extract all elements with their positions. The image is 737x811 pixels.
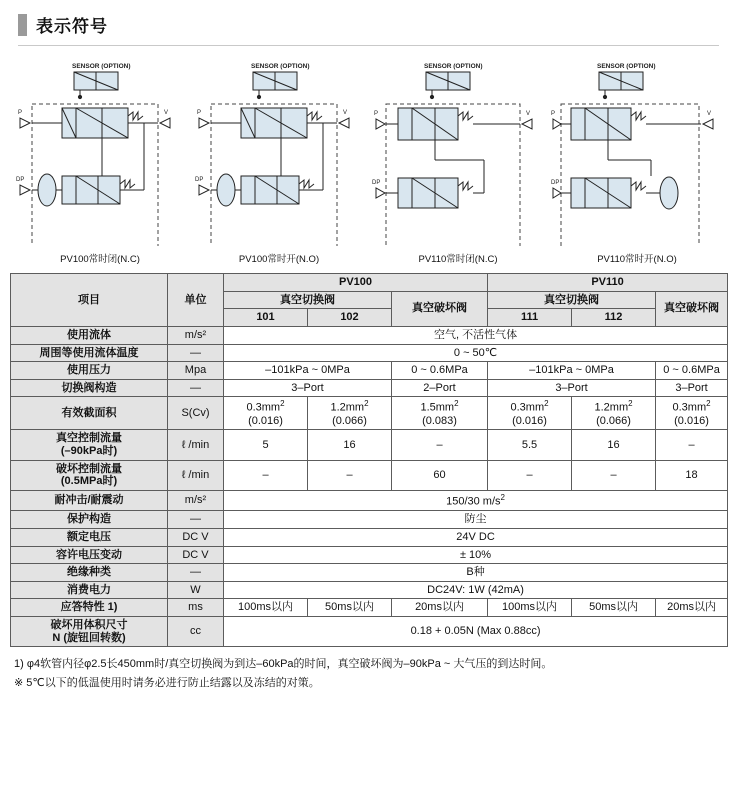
table-row [11, 460, 728, 490]
row-label: 破坏用体积尺寸 N (旋钮回转数) [11, 617, 168, 647]
table-cell: B种 [224, 564, 728, 582]
table-cell: DC24V: 1W (42mA) [224, 581, 728, 599]
row-unit: S(Cv) [168, 397, 224, 430]
table-row [11, 564, 728, 582]
table-cell: 5 [224, 430, 308, 460]
table-cell: $0.3mm^2$ (0.016) [656, 397, 728, 430]
svg-text:DP: DP [551, 180, 560, 186]
row-unit: — [168, 564, 224, 582]
symbol-diagram-4 [551, 56, 723, 265]
symbol-caption-1: PV100常时闭(N.C) [60, 254, 140, 265]
svg-text:V: V [164, 110, 169, 116]
header-pv110-break-valve: 真空破坏阀 [656, 291, 728, 326]
row-unit: DC V [168, 546, 224, 564]
table-cell: 空气, 不活性气体 [224, 326, 728, 344]
table-cell: 150/30 $m/s^2$ [224, 490, 728, 510]
header-unit: 单位 [168, 274, 224, 327]
table-cell: 3–Port [656, 379, 728, 397]
table-cell: – [656, 430, 728, 460]
table-cell: –101kPa ~ 0MPa [488, 362, 656, 380]
row-label: 容许电压变动 [11, 546, 168, 564]
row-label: 周围等使用流体温度 [11, 344, 168, 362]
table-cell: 0 ~ 50℃ [224, 344, 728, 362]
row-label: 切换阀构造 [11, 379, 168, 397]
table-row [11, 397, 728, 430]
svg-text:SENSOR (OPTION): SENSOR (OPTION) [597, 63, 656, 70]
table-row [11, 344, 728, 362]
table-cell: 0.18 + 0.05N (Max 0.88cc) [224, 617, 728, 647]
table-cell: $1.2mm^2$ (0.066) [572, 397, 656, 430]
row-unit: — [168, 511, 224, 529]
row-label: 绝缘种类 [11, 564, 168, 582]
table-cell: 0 ~ 0.6MPa [392, 362, 488, 380]
page-header [0, 0, 737, 43]
row-unit: — [168, 379, 224, 397]
table-row [11, 599, 728, 617]
table-row [11, 546, 728, 564]
spec-table-head [11, 274, 728, 327]
footnotes [0, 647, 737, 692]
footnote-1: 1) φ4软管内径φ2.5长450mm时/真空切换阀为到达–60kPa的时间，真空破坏阀为–90kPa ~ 大气压的到达时间。 [14, 658, 553, 671]
row-unit: DC V [168, 528, 224, 546]
svg-text:V: V [343, 110, 348, 116]
header-code-101: 101 [224, 309, 308, 327]
row-unit: — [168, 344, 224, 362]
table-cell: – [308, 460, 392, 490]
row-unit: ℓ /min [168, 460, 224, 490]
table-cell: 2–Port [392, 379, 488, 397]
page-title: 表示符号 [36, 17, 108, 36]
table-cell: 18 [656, 460, 728, 490]
svg-text:DP: DP [372, 180, 381, 186]
table-cell: 防尘 [224, 511, 728, 529]
row-unit: Mpa [168, 362, 224, 380]
header-item: 项目 [11, 274, 168, 327]
symbol-caption-2: PV100常时开(N.O) [238, 254, 320, 265]
table-cell: $1.2mm^2$ (0.066) [308, 397, 392, 430]
row-unit: m/s² [168, 490, 224, 510]
table-cell: – [392, 430, 488, 460]
table-cell: 20ms以内 [656, 599, 728, 617]
svg-text:P: P [551, 111, 556, 117]
header-code-111: 111 [488, 309, 572, 327]
table-cell: $0.3mm^2$ (0.016) [224, 397, 308, 430]
row-label: 使用流体 [11, 326, 168, 344]
svg-text:DP: DP [16, 177, 25, 183]
svg-text:V: V [707, 111, 712, 117]
row-unit: cc [168, 617, 224, 647]
svg-text:SENSOR (OPTION): SENSOR (OPTION) [251, 63, 310, 70]
table-cell: 24V DC [224, 528, 728, 546]
svg-text:SENSOR (OPTION): SENSOR (OPTION) [72, 63, 131, 70]
table-cell: 50ms以内 [572, 599, 656, 617]
symbol-caption-4: PV110常时开(N.O) [597, 254, 677, 265]
table-cell: 3–Port [488, 379, 656, 397]
table-cell: $1.5mm^2$ (0.083) [392, 397, 488, 430]
table-cell: 50ms以内 [308, 599, 392, 617]
symbol-diagrams [0, 46, 737, 269]
spec-table-body [11, 326, 728, 646]
header-pv100: PV100 [224, 274, 488, 292]
table-cell: 16 [572, 430, 656, 460]
table-header-row-1 [11, 274, 728, 292]
symbol-caption-3: PV110常时闭(N.C) [418, 254, 498, 265]
row-label: 有效截面积 [11, 397, 168, 430]
table-row [11, 511, 728, 529]
row-label: 破坏控制流量 (0.5MPa时) [11, 460, 168, 490]
circuit-svg-4 [551, 56, 723, 246]
header-pv100-break-valve: 真空破坏阀 [392, 291, 488, 326]
svg-text:P: P [18, 110, 23, 116]
table-row [11, 617, 728, 647]
svg-text:P: P [197, 110, 202, 116]
circuit-svg-2 [193, 56, 365, 246]
table-cell: 16 [308, 430, 392, 460]
row-label: 消费电力 [11, 581, 168, 599]
table-row [11, 581, 728, 599]
table-cell: – [572, 460, 656, 490]
table-row [11, 430, 728, 460]
spec-table [10, 273, 728, 647]
svg-text:V: V [526, 111, 531, 117]
svg-text:P: P [374, 111, 379, 117]
row-label: 使用压力 [11, 362, 168, 380]
table-cell: 20ms以内 [392, 599, 488, 617]
table-cell: 0 ~ 0.6MPa [656, 362, 728, 380]
header-accent-bar [18, 14, 27, 36]
row-label: 耐冲击/耐震动 [11, 490, 168, 510]
spec-table-wrap [0, 269, 737, 647]
row-label: 应答特性 1) [11, 599, 168, 617]
table-row [11, 326, 728, 344]
table-row [11, 362, 728, 380]
row-label: 保护构造 [11, 511, 168, 529]
symbol-diagram-1 [14, 56, 186, 265]
row-unit: ms [168, 599, 224, 617]
header-pv110: PV110 [488, 274, 728, 292]
row-unit: ℓ /min [168, 430, 224, 460]
svg-text:DP: DP [195, 177, 204, 183]
circuit-svg-3 [372, 56, 544, 246]
table-cell: 5.5 [488, 430, 572, 460]
row-unit: m/s² [168, 326, 224, 344]
table-row [11, 379, 728, 397]
table-row [11, 490, 728, 510]
header-pv100-switch-valve: 真空切换阀 [224, 291, 392, 309]
svg-text:SENSOR (OPTION): SENSOR (OPTION) [424, 63, 483, 70]
table-cell: 3–Port [224, 379, 392, 397]
row-label: 真空控制流量 (–90kPa时) [11, 430, 168, 460]
symbol-diagram-2 [193, 56, 365, 265]
table-cell: – [488, 460, 572, 490]
table-cell: 60 [392, 460, 488, 490]
header-pv110-switch-valve: 真空切换阀 [488, 291, 656, 309]
row-unit: W [168, 581, 224, 599]
circuit-svg-1 [14, 56, 186, 246]
table-row [11, 528, 728, 546]
footnote-2: ※ 5℃以下的低温使用时请务必进行防止结露以及冻结的对策。 [14, 677, 320, 690]
table-cell: ± 10% [224, 546, 728, 564]
table-cell: –101kPa ~ 0MPa [224, 362, 392, 380]
symbol-diagram-3 [372, 56, 544, 265]
header-code-102: 102 [308, 309, 392, 327]
table-cell: 100ms以内 [224, 599, 308, 617]
header-code-112: 112 [572, 309, 656, 327]
table-cell: 100ms以内 [488, 599, 572, 617]
table-cell: – [224, 460, 308, 490]
table-cell: $0.3mm^2$ (0.016) [488, 397, 572, 430]
row-label: 额定电压 [11, 528, 168, 546]
